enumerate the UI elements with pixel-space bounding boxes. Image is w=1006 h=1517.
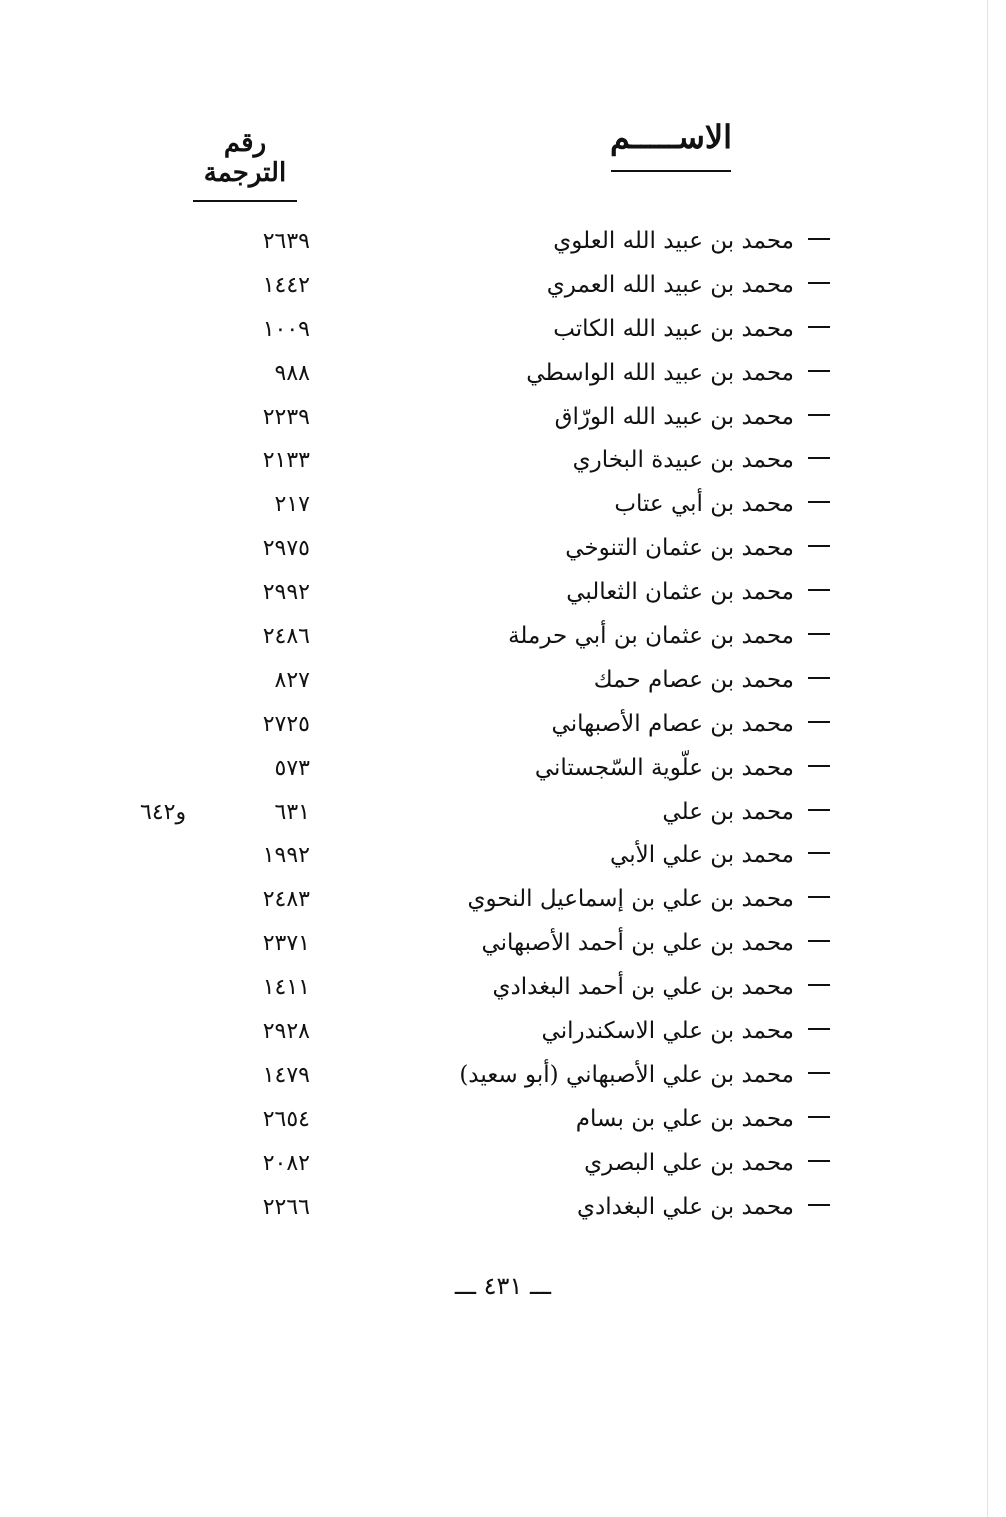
list-item — [0, 880, 1006, 924]
entry-dash — [808, 1204, 830, 1206]
entry-dash — [808, 809, 830, 811]
list-item — [0, 222, 1006, 266]
entry-name: محمد بن علي بن أحمد البغدادي — [492, 974, 794, 1001]
entry-name: محمد بن علي الأبي — [610, 842, 794, 869]
entry-number: ٢٤٨٣ — [262, 887, 310, 913]
entry-name: محمد بن عبيد الله العمري — [546, 271, 794, 298]
entry-dash — [808, 940, 830, 942]
entry-number: ١٤٧٩ — [262, 1062, 310, 1088]
entry-dash — [808, 1160, 830, 1162]
entry-number: ٢٩٢٨ — [262, 1019, 310, 1045]
number-header-underline — [193, 200, 297, 202]
entry-number: ٢٢٣٩ — [262, 404, 310, 430]
number-column-label: رقم الترجمة — [203, 128, 287, 188]
entry-dash — [808, 589, 830, 591]
entry-name: محمد بن عثمان التنوخي — [565, 535, 794, 562]
entry-dash — [808, 501, 830, 503]
entry-dash — [808, 633, 830, 635]
entry-dash — [808, 1028, 830, 1030]
entry-number: ٢٦٣٩ — [262, 229, 310, 254]
entry-number: ٢١٣٣ — [262, 448, 310, 474]
entry-number: ٢٣٧١ — [262, 931, 310, 957]
entry-dash — [808, 852, 830, 854]
entry-extra-number: و٦٤٢ — [140, 799, 187, 825]
list-item — [0, 924, 1006, 968]
list-item — [0, 793, 1006, 837]
entry-name: محمد بن علّوية السّجستاني — [534, 754, 794, 781]
entry-number: ٥٧٣ — [274, 755, 310, 781]
list-item — [0, 968, 1006, 1012]
entry-number: ٢٤٨٦ — [262, 624, 310, 650]
page-number: ـــ ٤٣١ ـــ — [454, 1272, 552, 1300]
list-item — [0, 485, 1006, 529]
list-item — [0, 529, 1006, 573]
entry-dash — [808, 984, 830, 986]
entry-name: محمد بن عبيد الله الواسطي — [526, 359, 794, 386]
entry-number: ٢٧٢٥ — [262, 711, 310, 737]
entry-list — [0, 222, 1006, 1231]
entry-number: ٢٩٩٢ — [262, 580, 310, 606]
list-item — [0, 1100, 1006, 1144]
list-item — [0, 836, 1006, 880]
list-item — [0, 354, 1006, 398]
name-column-header — [606, 118, 736, 172]
list-item — [0, 617, 1006, 661]
entry-name: محمد بن علي الاسكندراني — [541, 1018, 794, 1045]
entry-dash — [808, 765, 830, 767]
entry-number: ٢٦٥٤ — [262, 1106, 310, 1132]
entry-number: ٢٩٧٥ — [262, 536, 310, 562]
entry-number: ٢٠٨٢ — [262, 1150, 310, 1176]
entry-name: محمد بن علي — [662, 798, 794, 825]
entry-number: ١٤١١ — [262, 975, 310, 1001]
entry-name: محمد بن عبيدة البخاري — [572, 447, 794, 474]
entry-name: محمد بن علي البغدادي — [576, 1193, 794, 1220]
entry-name: محمد بن عبيد الله العلوي — [553, 228, 794, 254]
entry-dash — [808, 282, 830, 284]
list-item — [0, 310, 1006, 354]
number-column-header — [180, 128, 310, 202]
table-header — [0, 118, 1006, 198]
entry-number: ١٤٤٢ — [262, 272, 310, 298]
entry-name: محمد بن علي بن أحمد الأصبهاني — [481, 930, 794, 957]
entry-dash — [808, 1072, 830, 1074]
name-header-underline — [611, 170, 731, 172]
list-item — [0, 1056, 1006, 1100]
entry-dash — [808, 370, 830, 372]
entry-dash — [808, 238, 830, 240]
entry-dash — [808, 677, 830, 679]
list-item — [0, 1144, 1006, 1188]
entry-dash — [808, 1116, 830, 1118]
list-item — [0, 1012, 1006, 1056]
list-item — [0, 573, 1006, 617]
list-item — [0, 661, 1006, 705]
entry-name: محمد بن علي بن بسام — [575, 1105, 794, 1132]
list-item — [0, 398, 1006, 442]
entry-dash — [808, 721, 830, 723]
entry-name: محمد بن عبيد الله الورّاق — [554, 403, 794, 430]
entry-name: محمد بن عثمان بن أبي حرملة — [508, 623, 794, 650]
entry-number: ١٩٩٢ — [262, 843, 310, 869]
entry-number: ٢١٧ — [274, 492, 310, 518]
entry-name: محمد بن عثمان الثعالبي — [566, 579, 794, 606]
entry-dash — [808, 896, 830, 898]
entry-name: محمد بن عصام حمك — [593, 666, 794, 693]
entry-dash — [808, 457, 830, 459]
entry-number: ٨٢٧ — [274, 667, 310, 693]
entry-dash — [808, 414, 830, 416]
list-item — [0, 749, 1006, 793]
entry-number: ٦٣١ — [274, 799, 310, 825]
entry-number: ١٠٠٩ — [262, 316, 310, 342]
list-item — [0, 266, 1006, 310]
list-item — [0, 441, 1006, 485]
entry-name: محمد بن عصام الأصبهاني — [551, 710, 794, 737]
entry-name: محمد بن أبي عتاب — [614, 491, 794, 518]
entry-name: محمد بن علي البصري — [584, 1149, 794, 1176]
entry-dash — [808, 326, 830, 328]
entry-name: محمد بن علي الأصبهاني (أبو سعيد) — [459, 1061, 794, 1088]
list-item — [0, 705, 1006, 749]
entry-name: محمد بن عبيد الله الكاتب — [553, 315, 794, 342]
name-column-label: الاســـــم — [609, 118, 733, 156]
entry-name: محمد بن علي بن إسماعيل النحوي — [467, 886, 794, 913]
entry-number: ٢٢٦٦ — [262, 1194, 310, 1220]
entry-number: ٩٨٨ — [274, 360, 310, 386]
entry-dash — [808, 545, 830, 547]
list-item — [0, 1188, 1006, 1232]
